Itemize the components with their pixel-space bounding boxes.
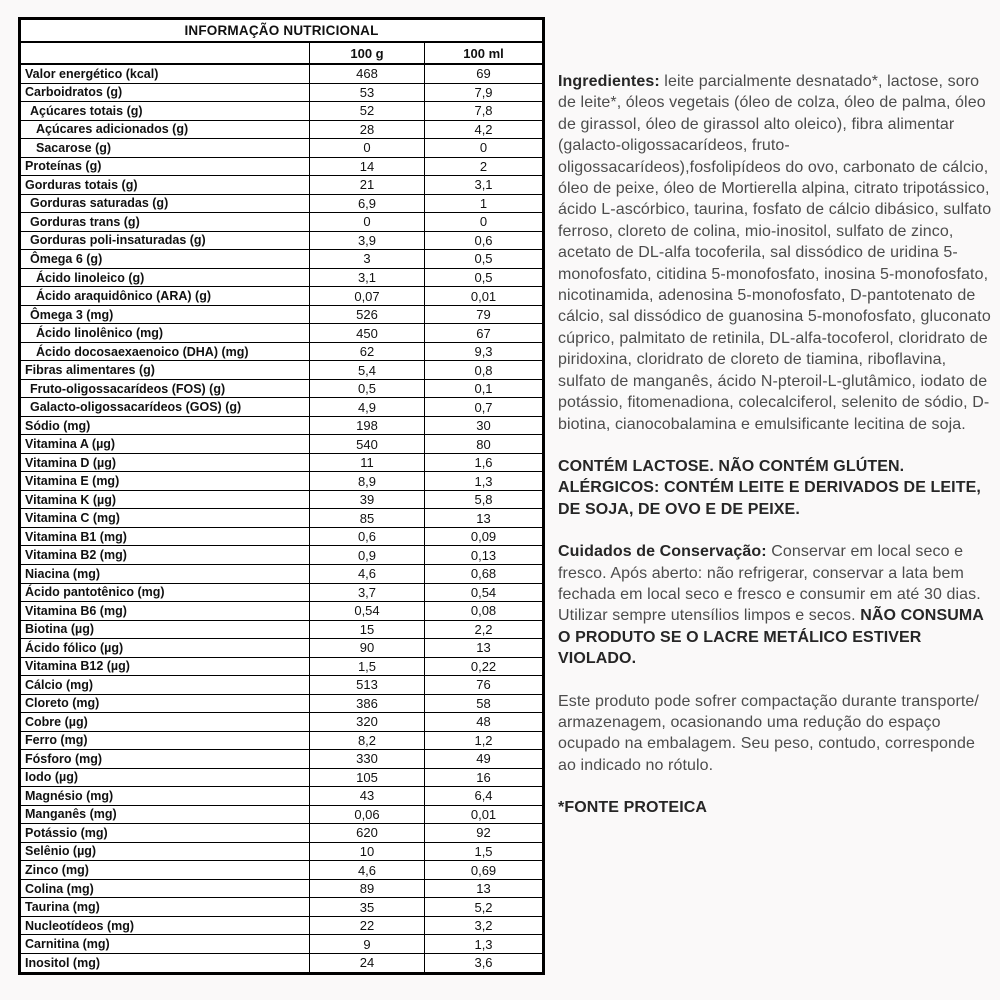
text-run: Conservar em local seco e fresco. Após aberto: não refrigerar, conservar a lata bem fechada em local seco e fresco e consumir em até 30 dias. Utilizar sempre utensílios limpos e secos. — [558, 543, 981, 625]
table-row — [20, 916, 544, 935]
nutrition-table — [18, 17, 545, 975]
value-100g: 1,5 — [310, 657, 425, 676]
nutrient-label: Gorduras trans (g) — [20, 213, 310, 232]
value-100ml: 13 — [425, 509, 544, 528]
value-100ml: 69 — [425, 64, 544, 83]
table-row — [20, 379, 544, 398]
value-100g: 8,9 — [310, 472, 425, 491]
table-row — [20, 120, 544, 139]
value-100ml: 0 — [425, 139, 544, 158]
nutrient-label: Carnitina (mg) — [20, 935, 310, 954]
table-row — [20, 602, 544, 621]
value-100g: 0,06 — [310, 805, 425, 824]
value-100ml: 0,1 — [425, 379, 544, 398]
value-100ml: 1,3 — [425, 472, 544, 491]
value-100g: 90 — [310, 639, 425, 658]
table-row — [20, 750, 544, 769]
value-100g: 0,6 — [310, 527, 425, 546]
nutrient-label: Ácido linolênico (mg) — [20, 324, 310, 343]
table-row — [20, 268, 544, 287]
value-100g: 0,9 — [310, 546, 425, 565]
table-row — [20, 546, 544, 565]
table-row — [20, 472, 544, 491]
nutrient-label: Cobre (µg) — [20, 713, 310, 732]
value-100ml: 92 — [425, 824, 544, 843]
value-100ml: 1,3 — [425, 935, 544, 954]
value-100ml: 6,4 — [425, 787, 544, 806]
value-100ml: 0,6 — [425, 231, 544, 250]
protein-source-note — [558, 797, 996, 818]
table-row — [20, 490, 544, 509]
value-100g: 526 — [310, 305, 425, 324]
value-100ml: 0,01 — [425, 287, 544, 306]
value-100ml: 1,2 — [425, 731, 544, 750]
table-row — [20, 453, 544, 472]
table-row — [20, 639, 544, 658]
value-100g: 14 — [310, 157, 425, 176]
table-row — [20, 435, 544, 454]
table-row — [20, 620, 544, 639]
table-row — [20, 324, 544, 343]
value-100ml: 7,8 — [425, 102, 544, 121]
nutrient-label: Fibras alimentares (g) — [20, 361, 310, 380]
value-100g: 35 — [310, 898, 425, 917]
nutrient-label: Valor energético (kcal) — [20, 64, 310, 83]
value-100g: 0 — [310, 213, 425, 232]
value-100g: 0 — [310, 139, 425, 158]
table-row — [20, 565, 544, 584]
header-100g: 100 g — [310, 42, 425, 64]
text-run: Ingredientes: — [558, 73, 660, 90]
value-100g: 198 — [310, 416, 425, 435]
value-100g: 8,2 — [310, 731, 425, 750]
nutrient-label: Nucleotídeos (mg) — [20, 916, 310, 935]
value-100g: 11 — [310, 453, 425, 472]
value-100ml: 0,01 — [425, 805, 544, 824]
allergen-warning — [558, 456, 996, 520]
value-100ml: 49 — [425, 750, 544, 769]
nutrient-label: Ácido docosaexaenoico (DHA) (mg) — [20, 342, 310, 361]
value-100ml: 4,2 — [425, 120, 544, 139]
table-row — [20, 805, 544, 824]
value-100g: 386 — [310, 694, 425, 713]
table-row — [20, 583, 544, 602]
text-run: leite parcialmente desnatado*, lactose, soro de leite*, óleos vegetais (óleo de colza, óleo de palma, óleo de girassol, óleo de girassol alto oleico), fibra alimentar (galacto-oligossacarídeos, fruto-oligossacarídeos),fosfolipídeos do ovo, carbonato de cálcio, óleo de peixe, óleo de Mortierella alpina, citrato tripotássico, ácido L-ascórbico, taurina, fosfato de cálcio dibásico, sulfato ferroso, cloreto de colina, mio-inositol, sulfato de zinco, acetato de DL-alfa tocoferila, sal dissódico de uridina 5-monofosfato, citidina 5-monofosfato, inosina 5-monofosfato, nicotinamida, adenosina 5-monofosfato, D-pantotenato de cálcio, sal dissódico de guanosina 5-monofosfato, gluconato cúprico, palmitato de retinila, DL-alfa-tocoferol, cloridrato de piridoxina, cloridrato de cloreto de tiamina, riboflavina, sulfato de manganês, ácido N-pteroil-L-glutâmico, iodato de potássio, fitomenadiona, colecalciferol, selenito de sódio, D-biotina, cianocobalamina e emulsificante lecitina de soja. — [558, 73, 992, 433]
value-100ml: 9,3 — [425, 342, 544, 361]
value-100g: 513 — [310, 676, 425, 695]
nutrient-label: Gorduras totais (g) — [20, 176, 310, 195]
value-100ml: 67 — [425, 324, 544, 343]
table-row — [20, 713, 544, 732]
table-row — [20, 83, 544, 102]
value-100g: 540 — [310, 435, 425, 454]
table-row — [20, 139, 544, 158]
nutrient-label: Vitamina B6 (mg) — [20, 602, 310, 621]
table-row — [20, 157, 544, 176]
info-panel — [558, 71, 996, 840]
value-100ml: 0,8 — [425, 361, 544, 380]
nutrient-label: Potássio (mg) — [20, 824, 310, 843]
value-100g: 3,9 — [310, 231, 425, 250]
value-100ml: 16 — [425, 768, 544, 787]
nutrient-label: Inositol (mg) — [20, 953, 310, 973]
header-empty-cell — [20, 42, 310, 64]
nutrient-label: Cálcio (mg) — [20, 676, 310, 695]
table-row — [20, 787, 544, 806]
table-row — [20, 213, 544, 232]
value-100ml: 48 — [425, 713, 544, 732]
value-100ml: 2,2 — [425, 620, 544, 639]
table-row — [20, 879, 544, 898]
value-100g: 0,07 — [310, 287, 425, 306]
value-100ml: 0,22 — [425, 657, 544, 676]
table-row — [20, 361, 544, 380]
nutrient-label: Proteínas (g) — [20, 157, 310, 176]
table-row — [20, 861, 544, 880]
value-100ml: 1,5 — [425, 842, 544, 861]
nutrition-table-body — [20, 64, 544, 974]
value-100ml: 5,2 — [425, 898, 544, 917]
value-100g: 320 — [310, 713, 425, 732]
table-row — [20, 102, 544, 121]
nutrient-label: Ácido pantotênico (mg) — [20, 583, 310, 602]
table-row — [20, 176, 544, 195]
nutrient-label: Taurina (mg) — [20, 898, 310, 917]
nutrient-label: Sacarose (g) — [20, 139, 310, 158]
nutrient-label: Carboidratos (g) — [20, 83, 310, 102]
value-100g: 3 — [310, 250, 425, 269]
value-100g: 21 — [310, 176, 425, 195]
value-100g: 4,9 — [310, 398, 425, 417]
table-row — [20, 842, 544, 861]
value-100g: 15 — [310, 620, 425, 639]
nutrient-label: Fruto-oligossacarídeos (FOS) (g) — [20, 379, 310, 398]
value-100ml: 13 — [425, 639, 544, 658]
value-100ml: 80 — [425, 435, 544, 454]
nutrient-label: Selênio (µg) — [20, 842, 310, 861]
table-row — [20, 342, 544, 361]
value-100g: 10 — [310, 842, 425, 861]
value-100g: 43 — [310, 787, 425, 806]
value-100ml: 3,2 — [425, 916, 544, 935]
value-100ml: 3,6 — [425, 953, 544, 973]
nutrient-label: Vitamina E (mg) — [20, 472, 310, 491]
nutrient-label: Ômega 6 (g) — [20, 250, 310, 269]
value-100ml: 58 — [425, 694, 544, 713]
table-row — [20, 416, 544, 435]
value-100g: 39 — [310, 490, 425, 509]
table-row — [20, 64, 544, 83]
table-row — [20, 527, 544, 546]
storage-instructions — [558, 541, 996, 669]
value-100g: 24 — [310, 953, 425, 973]
nutrient-label: Ácido fólico (µg) — [20, 639, 310, 658]
header-100ml: 100 ml — [425, 42, 544, 64]
nutrient-label: Açúcares adicionados (g) — [20, 120, 310, 139]
nutrient-label: Açúcares totais (g) — [20, 102, 310, 121]
value-100ml: 0,54 — [425, 583, 544, 602]
value-100g: 52 — [310, 102, 425, 121]
nutrient-label: Manganês (mg) — [20, 805, 310, 824]
value-100g: 53 — [310, 83, 425, 102]
nutrient-label: Ácido linoleico (g) — [20, 268, 310, 287]
value-100g: 4,6 — [310, 565, 425, 584]
table-title-row — [20, 19, 544, 43]
value-100ml: 7,9 — [425, 83, 544, 102]
nutrient-label: Ômega 3 (mg) — [20, 305, 310, 324]
nutrient-label: Gorduras poli-insaturadas (g) — [20, 231, 310, 250]
nutrient-label: Ferro (mg) — [20, 731, 310, 750]
value-100ml: 0 — [425, 213, 544, 232]
nutrient-label: Colina (mg) — [20, 879, 310, 898]
text-run: NÃO CONSUMA O PRODUTO SE O LACRE METÁLICO ESTIVER VIOLADO. — [558, 607, 984, 668]
value-100g: 5,4 — [310, 361, 425, 380]
value-100ml: 0,69 — [425, 861, 544, 880]
value-100ml: 1,6 — [425, 453, 544, 472]
value-100ml: 79 — [425, 305, 544, 324]
value-100ml: 1 — [425, 194, 544, 213]
nutrient-label: Fósforo (mg) — [20, 750, 310, 769]
value-100g: 3,7 — [310, 583, 425, 602]
nutrient-label: Vitamina K (µg) — [20, 490, 310, 509]
value-100g: 330 — [310, 750, 425, 769]
compaction-notice — [558, 691, 996, 777]
table-row — [20, 935, 544, 954]
table-row — [20, 305, 544, 324]
value-100g: 89 — [310, 879, 425, 898]
nutrient-label: Vitamina A (µg) — [20, 435, 310, 454]
table-row — [20, 768, 544, 787]
nutrient-label: Vitamina B12 (µg) — [20, 657, 310, 676]
nutrient-label: Cloreto (mg) — [20, 694, 310, 713]
nutrient-label: Biotina (µg) — [20, 620, 310, 639]
value-100g: 22 — [310, 916, 425, 935]
value-100g: 9 — [310, 935, 425, 954]
nutrient-label: Vitamina C (mg) — [20, 509, 310, 528]
value-100g: 450 — [310, 324, 425, 343]
text-run: Este produto pode sofrer compactação durante transporte/ armazenagem, ocasionando uma redução do espaço ocupado na embalagem. Seu peso, contudo, corresponde ao indicado no rótulo. — [558, 692, 979, 774]
nutrient-label: Magnésio (mg) — [20, 787, 310, 806]
value-100ml: 76 — [425, 676, 544, 695]
value-100g: 28 — [310, 120, 425, 139]
value-100ml: 13 — [425, 879, 544, 898]
table-row — [20, 657, 544, 676]
value-100ml: 0,68 — [425, 565, 544, 584]
nutrient-label: Iodo (µg) — [20, 768, 310, 787]
nutrient-label: Sódio (mg) — [20, 416, 310, 435]
nutrient-label: Ácido araquidônico (ARA) (g) — [20, 287, 310, 306]
table-row — [20, 731, 544, 750]
table-row — [20, 953, 544, 973]
table-row — [20, 287, 544, 306]
table-row — [20, 694, 544, 713]
text-run: *FONTE PROTEICA — [558, 799, 708, 817]
value-100ml: 0,09 — [425, 527, 544, 546]
value-100ml: 0,08 — [425, 602, 544, 621]
value-100ml: 3,1 — [425, 176, 544, 195]
value-100ml: 0,7 — [425, 398, 544, 417]
table-row — [20, 194, 544, 213]
value-100ml: 5,8 — [425, 490, 544, 509]
value-100g: 468 — [310, 64, 425, 83]
text-run: Cuidados de Conservação: — [558, 543, 767, 561]
table-row — [20, 231, 544, 250]
value-100g: 85 — [310, 509, 425, 528]
table-row — [20, 898, 544, 917]
table-row — [20, 824, 544, 843]
nutrient-label: Vitamina B2 (mg) — [20, 546, 310, 565]
nutrient-label: Vitamina D (µg) — [20, 453, 310, 472]
value-100g: 0,54 — [310, 602, 425, 621]
value-100ml: 0,5 — [425, 250, 544, 269]
ingredients-paragraph — [558, 71, 996, 435]
value-100ml: 30 — [425, 416, 544, 435]
table-title: INFORMAÇÃO NUTRICIONAL — [20, 19, 544, 43]
value-100g: 3,1 — [310, 268, 425, 287]
value-100g: 4,6 — [310, 861, 425, 880]
value-100g: 0,5 — [310, 379, 425, 398]
nutrient-label: Niacina (mg) — [20, 565, 310, 584]
table-row — [20, 250, 544, 269]
value-100g: 62 — [310, 342, 425, 361]
table-row — [20, 509, 544, 528]
value-100ml: 2 — [425, 157, 544, 176]
nutrient-label: Galacto-oligossacarídeos (GOS) (g) — [20, 398, 310, 417]
nutrient-label: Vitamina B1 (mg) — [20, 527, 310, 546]
table-header-row — [20, 42, 544, 64]
value-100g: 6,9 — [310, 194, 425, 213]
nutrient-label: Gorduras saturadas (g) — [20, 194, 310, 213]
text-run: CONTÉM LACTOSE. NÃO CONTÉM GLÚTEN. ALÉRGICOS: CONTÉM LEITE E DERIVADOS DE LEITE, DE SOJA, DE OVO E DE PEIXE. — [558, 457, 981, 518]
value-100g: 105 — [310, 768, 425, 787]
value-100g: 620 — [310, 824, 425, 843]
value-100ml: 0,13 — [425, 546, 544, 565]
value-100ml: 0,5 — [425, 268, 544, 287]
table-row — [20, 398, 544, 417]
table-row — [20, 676, 544, 695]
nutrient-label: Zinco (mg) — [20, 861, 310, 880]
